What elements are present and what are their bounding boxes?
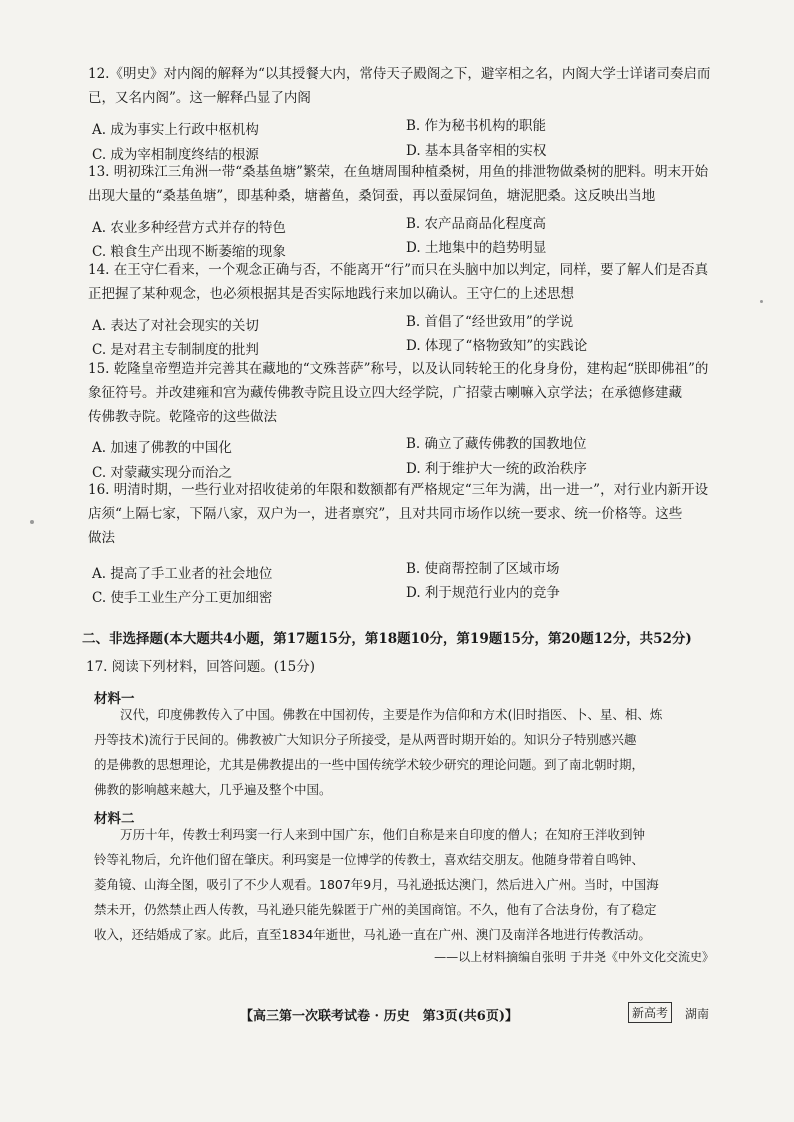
question-16-line-2: 店须“上隔七家，下隔八家，双户为一，进者禀究”，且对共同市场作以统一要求、统一价格等。这些 bbox=[88, 506, 683, 522]
section-2-heading: 二、非选择题(本大题共4小题，第17题15分，第18题10分，第19题15分，第20题12分，共52分) bbox=[82, 631, 692, 647]
material-1-line-3: 的是佛教的思想理论，尤其是佛教提出的一些中国传统学术较少研究的理论问题。到了南北朝时期， bbox=[94, 757, 645, 772]
question-15-option-d: D. 利于维护大一统的政治秩序 bbox=[406, 461, 587, 477]
question-12-line-2: 已，又名内阁”。这一解释凸显了内阁 bbox=[88, 90, 311, 106]
exam-type-badge: 新高考 bbox=[628, 1002, 672, 1023]
page-footer: 【高三第一次联考试卷 · 历史 第3页(共6页)】 bbox=[240, 1009, 518, 1024]
question-15-option-a: A. 加速了佛教的中国化 bbox=[92, 440, 232, 456]
question-13-option-b: B. 农产品商品化程度高 bbox=[406, 216, 547, 232]
question-14 bbox=[88, 258, 708, 306]
material-2-body bbox=[94, 822, 710, 947]
question-16-line-3: 做法 bbox=[88, 530, 115, 546]
question-15-line-3: 传佛教寺院。乾隆帝的这些做法 bbox=[88, 409, 277, 425]
question-15-line-2: 象征符号。并改建雍和宫为藏传佛教寺院且设立四大经学院，广招蒙古喇嘛入京学法；在承德修建藏 bbox=[88, 385, 682, 401]
question-13 bbox=[88, 160, 708, 208]
question-12 bbox=[88, 62, 711, 110]
question-12-option-c: C. 成为宰相制度终结的根源 bbox=[92, 147, 259, 163]
question-14-line-2: 正把握了某种观念，也必须根据其是否实际地践行来加以确认。王守仁的上述思想 bbox=[88, 286, 574, 302]
question-15 bbox=[88, 357, 708, 429]
question-12-line-1: 12.《明史》对内阁的解释为“以其授餐大内，常侍天子殿阁之下，避宰相之名，内阁大学士详诸司奏启而 bbox=[88, 66, 711, 82]
question-14-option-a: A. 表达了对社会现实的关切 bbox=[92, 318, 259, 334]
material-1-line-2: 丹等技术)流行于民间的。佛教被广大知识分子所接受，是从两晋时期开始的。知识分子特别感兴趣 bbox=[94, 732, 637, 747]
question-15-option-b: B. 确立了藏传佛教的国教地位 bbox=[406, 436, 587, 452]
question-12-option-b: B. 作为秘书机构的职能 bbox=[406, 118, 547, 134]
question-13-option-d: D. 土地集中的趋势明显 bbox=[406, 240, 547, 256]
question-14-option-c: C. 是对君主专制制度的批判 bbox=[92, 342, 259, 358]
material-2-line-2: 铃等礼物后，允许他们留在肇庆。利玛窦是一位博学的传教士，喜欢结交朋友。他随身带着自鸣钟、 bbox=[94, 852, 645, 867]
question-13-option-c: C. 粮食生产出现不断萎缩的现象 bbox=[92, 244, 286, 260]
material-2-line-3: 菱角镜、山海全图，吸引了不少人观看。1807年9月，马礼逊抵达澳门，然后进入广州。当时，中国海 bbox=[94, 877, 659, 892]
question-16-option-d: D. 利于规范行业内的竞争 bbox=[406, 585, 560, 601]
material-2-line-1: 万历十年，传教士利玛窦一行人来到中国广东，他们自称是来自印度的僧人；在知府王泮收到钟 bbox=[120, 827, 646, 842]
question-14-option-b: B. 首倡了“经世致用”的学说 bbox=[406, 314, 574, 330]
question-16-option-a: A. 提高了手工业者的社会地位 bbox=[92, 566, 273, 582]
scan-speck bbox=[760, 300, 763, 303]
question-16 bbox=[88, 478, 708, 550]
question-13-option-a: A. 农业多种经营方式并存的特色 bbox=[92, 220, 286, 236]
question-16-option-b: B. 使商帮控制了区域市场 bbox=[406, 561, 560, 577]
question-13-line-2: 出现大量的“桑基鱼塘”，即基种桑，塘蓄鱼，桑饲蚕，再以蚕屎饲鱼，塘泥肥桑。这反映出当地 bbox=[88, 188, 656, 204]
material-2-line-5: 收入，还结婚成了家。此后，直至1834年逝世，马礼逊一直在广州、澳门及南洋各地进行传教活动。 bbox=[94, 927, 651, 942]
material-2-line-4: 禁未开，仍然禁止西人传教，马礼逊只能先躲匿于广州的美国商馆。不久，他有了合法身份，有了稳定 bbox=[94, 902, 657, 917]
question-12-option-d: D. 基本具备宰相的实权 bbox=[406, 143, 547, 159]
material-1-line-1: 汉代，印度佛教传入了中国。佛教在中国初传，主要是作为信仰和方术(旧时指医、卜、星、相、炼 bbox=[120, 707, 663, 722]
scan-speck bbox=[30, 520, 34, 524]
question-14-line-1: 14. 在王守仁看来，一个观念正确与否，不能离开“行”而只在头脑中加以判定，同样，要了解人们是否真 bbox=[88, 262, 709, 278]
material-1-line-4: 佛教的影响越来越大，几乎遍及整个中国。 bbox=[94, 782, 332, 797]
question-15-line-1: 15. 乾隆皇帝塑造并完善其在藏地的“文殊菩萨”称号，以及认同转轮王的化身身份，建构起“朕即佛祖”的 bbox=[88, 361, 709, 377]
question-17-stem: 17. 阅读下列材料，回答问题。(15分) bbox=[86, 659, 315, 675]
question-16-option-c: C. 使手工业生产分工更加细密 bbox=[92, 590, 273, 606]
question-15-option-c: C. 对蒙藏实现分而治之 bbox=[92, 465, 232, 481]
material-2-title: 材料二 bbox=[94, 811, 135, 827]
material-source: ——以上材料摘编自张明 于井尧《中外文化交流史》 bbox=[434, 950, 714, 964]
question-14-option-d: D. 体现了“格物致知”的实践论 bbox=[406, 338, 588, 354]
question-16-line-1: 16. 明清时期，一些行业对招收徒弟的年限和数额都有严格规定“三年为满，出一进一”，对行业内新开设 bbox=[88, 482, 709, 498]
material-1-title: 材料一 bbox=[94, 691, 135, 707]
question-12-option-a: A. 成为事实上行政中枢机构 bbox=[92, 122, 259, 138]
material-1-body bbox=[94, 702, 710, 802]
question-13-line-1: 13. 明初珠江三角洲一带“桑基鱼塘”繁荣，在鱼塘周围种植桑树，用鱼的排泄物做桑树的肥料。明末开始 bbox=[88, 164, 709, 180]
region-label: 湖南 bbox=[685, 1007, 710, 1021]
